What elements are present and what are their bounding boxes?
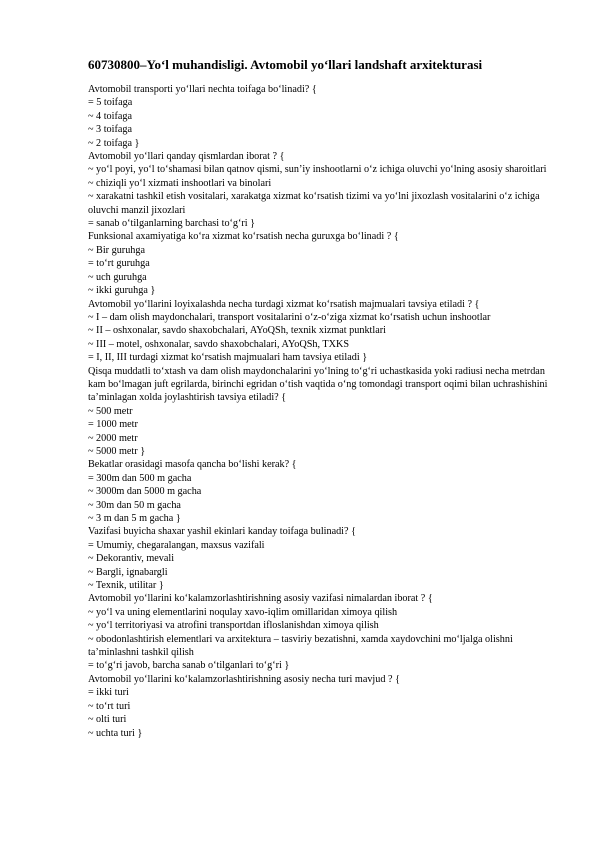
question-text: Bekatlar orasidagi masofa qancha bo‘lishi kerak? {: [88, 459, 297, 471]
question-text: Avtomobil yo‘llarini ko‘kalamzorlashtirishning asosiy vazifasi nimalardan iborat ? {: [88, 593, 433, 605]
answer-option: ~ Bir guruhga: [88, 244, 146, 256]
question-text: Avtomobil yo‘llari qanday qismlardan iborat ? {: [88, 151, 285, 163]
answer-option: ~ yo‘l va uning elementlarini noqulay xavo-iqlim omillaridan ximoya qilish: [88, 606, 398, 618]
answer-option-correct: = Umumiy, chegaralangan, maxsus vazifali: [88, 539, 265, 551]
answer-option: ~ uchta turi }: [88, 727, 143, 739]
answer-option: ~ chiziqli yo‘l xizmati inshootlari va binolari: [88, 177, 272, 189]
answer-option-correct: = 300m dan 500 m gacha: [88, 472, 192, 484]
answer-option: ~ 500 metr: [88, 405, 133, 417]
answer-option: ~ 2000 metr: [88, 432, 138, 444]
question-block: [88, 592, 558, 672]
answer-option: ~ I – dam olish maydonchalari, transport vositalarini o‘z-o‘ziga xizmat ko‘rsatish uchun inshootlar: [88, 311, 491, 323]
answer-option: ~ 2 toifaga }: [88, 137, 140, 149]
answer-option-correct: = to‘rt guruhga: [88, 258, 150, 270]
question-block: [88, 150, 558, 230]
question-block: [88, 230, 558, 297]
answer-option: ~ yo‘l poyi, yo‘l to‘shamasi bilan qatnov qismi, sun’iy inshootlarni o‘z ichiga oluvchi yo‘lning asosiy sharoitlari: [88, 164, 547, 176]
question-block: [88, 458, 558, 525]
question-text: Funksional axamiyatiga ko‘ra xizmat ko‘rsatish necha guruxga bo‘linadi ? {: [88, 231, 399, 243]
answer-option-correct: = I, II, III turdagi xizmat ko‘rsatish majmualari ham tavsiya etiladi }: [88, 352, 368, 364]
answer-option: ~ to‘rt turi: [88, 700, 131, 712]
question-text: Vazifasi buyicha shaxar yashil ekinlari kanday toifaga bulinadi? {: [88, 526, 356, 538]
answer-option-correct: = to‘g‘ri javob, barcha sanab o‘tilganlari to‘g‘ri }: [88, 660, 290, 672]
answer-option: ~ 3000m dan 5000 m gacha: [88, 486, 202, 498]
answer-option: ~ uch guruhga: [88, 271, 147, 283]
question-block: [88, 365, 558, 459]
question-text: Avtomobil transporti yo‘llari nechta toifaga bo‘linadi? {: [88, 84, 317, 95]
page-title: 60730800–Yo‘l muhandisligi. Avtomobil yo‘llari landshaft arxitekturasi: [88, 57, 483, 72]
question-block: [88, 673, 558, 740]
question-text: Qisqa muddatli to‘xtash va dam olish maydonchalarini yo‘lning to‘g‘ri uchastkasida yoki radiusi necha metrdan kam bo‘lmagan juft egrilarda, birinchi egridan o‘tish vaqtida o‘ng tomondagi transport oqimi bilan uchrashishini ta’minlagan xolda joylashtirish tavsiya etiladi? {: [88, 365, 548, 404]
question-block: [88, 525, 558, 592]
answer-option: ~ ikki guruhga }: [88, 285, 156, 297]
answer-option: ~ obodonlashtirish elementlari va arxitektura – tasviriy bezatishni, xamda xaydovchini mo‘ljalga olishni ta’minlashni tashkil qilish: [88, 633, 513, 659]
answer-option: ~ Texnik, utilitar }: [88, 580, 164, 592]
question-text: Avtomobil yo‘llarini ko‘kalamzorlashtirishning asosiy necha turi mavjud ? {: [88, 673, 400, 685]
question-block: [88, 83, 558, 150]
answer-option: ~ III – motel, oshxonalar, savdo shaxobchalari, AYoQSh, TXKS: [88, 338, 350, 350]
answer-option: ~ II – oshxonalar, savdo shaxobchalari, AYoQSh, texnik xizmat punktlari: [88, 325, 386, 337]
answer-option-correct: = 5 toifaga: [88, 97, 133, 109]
answer-option-correct: = ikki turi: [88, 687, 129, 699]
answer-option: ~ olti turi: [88, 714, 127, 726]
answer-option: ~ Dekorantiv, mevali: [88, 553, 175, 565]
answer-option: ~ xarakatni tashkil etish vositalari, xarakatga xizmat ko‘rsatish tizimi va yo‘lni jixozlash vositalarini o‘z ichiga oluvchi manzil jixozlari: [88, 191, 540, 216]
answer-option-correct: = sanab o‘tilganlarning barchasi to‘g‘ri }: [88, 218, 256, 230]
answer-option: ~ 30m dan 50 m gacha: [88, 499, 181, 511]
question-text: Avtomobil yo‘llarini loyixalashda necha turdagi xizmat ko‘rsatish majmualari tavsiya etiladi ? {: [88, 298, 480, 310]
answer-option: ~ 4 toifaga: [88, 110, 132, 122]
answer-option: ~ Bargli, ignabargli: [88, 566, 168, 578]
question-block: [88, 298, 558, 365]
answer-option: ~ 3 toifaga: [88, 124, 132, 136]
question-list: [88, 83, 558, 740]
answer-option: ~ 3 m dan 5 m gacha }: [88, 513, 181, 524]
answer-option-correct: = 1000 metr: [88, 419, 138, 431]
answer-option: ~ 5000 metr }: [88, 445, 146, 457]
answer-option: ~ yo‘l territoriyasi va atrofini transportdan ifloslanishdan ximoya qilish: [88, 620, 379, 632]
